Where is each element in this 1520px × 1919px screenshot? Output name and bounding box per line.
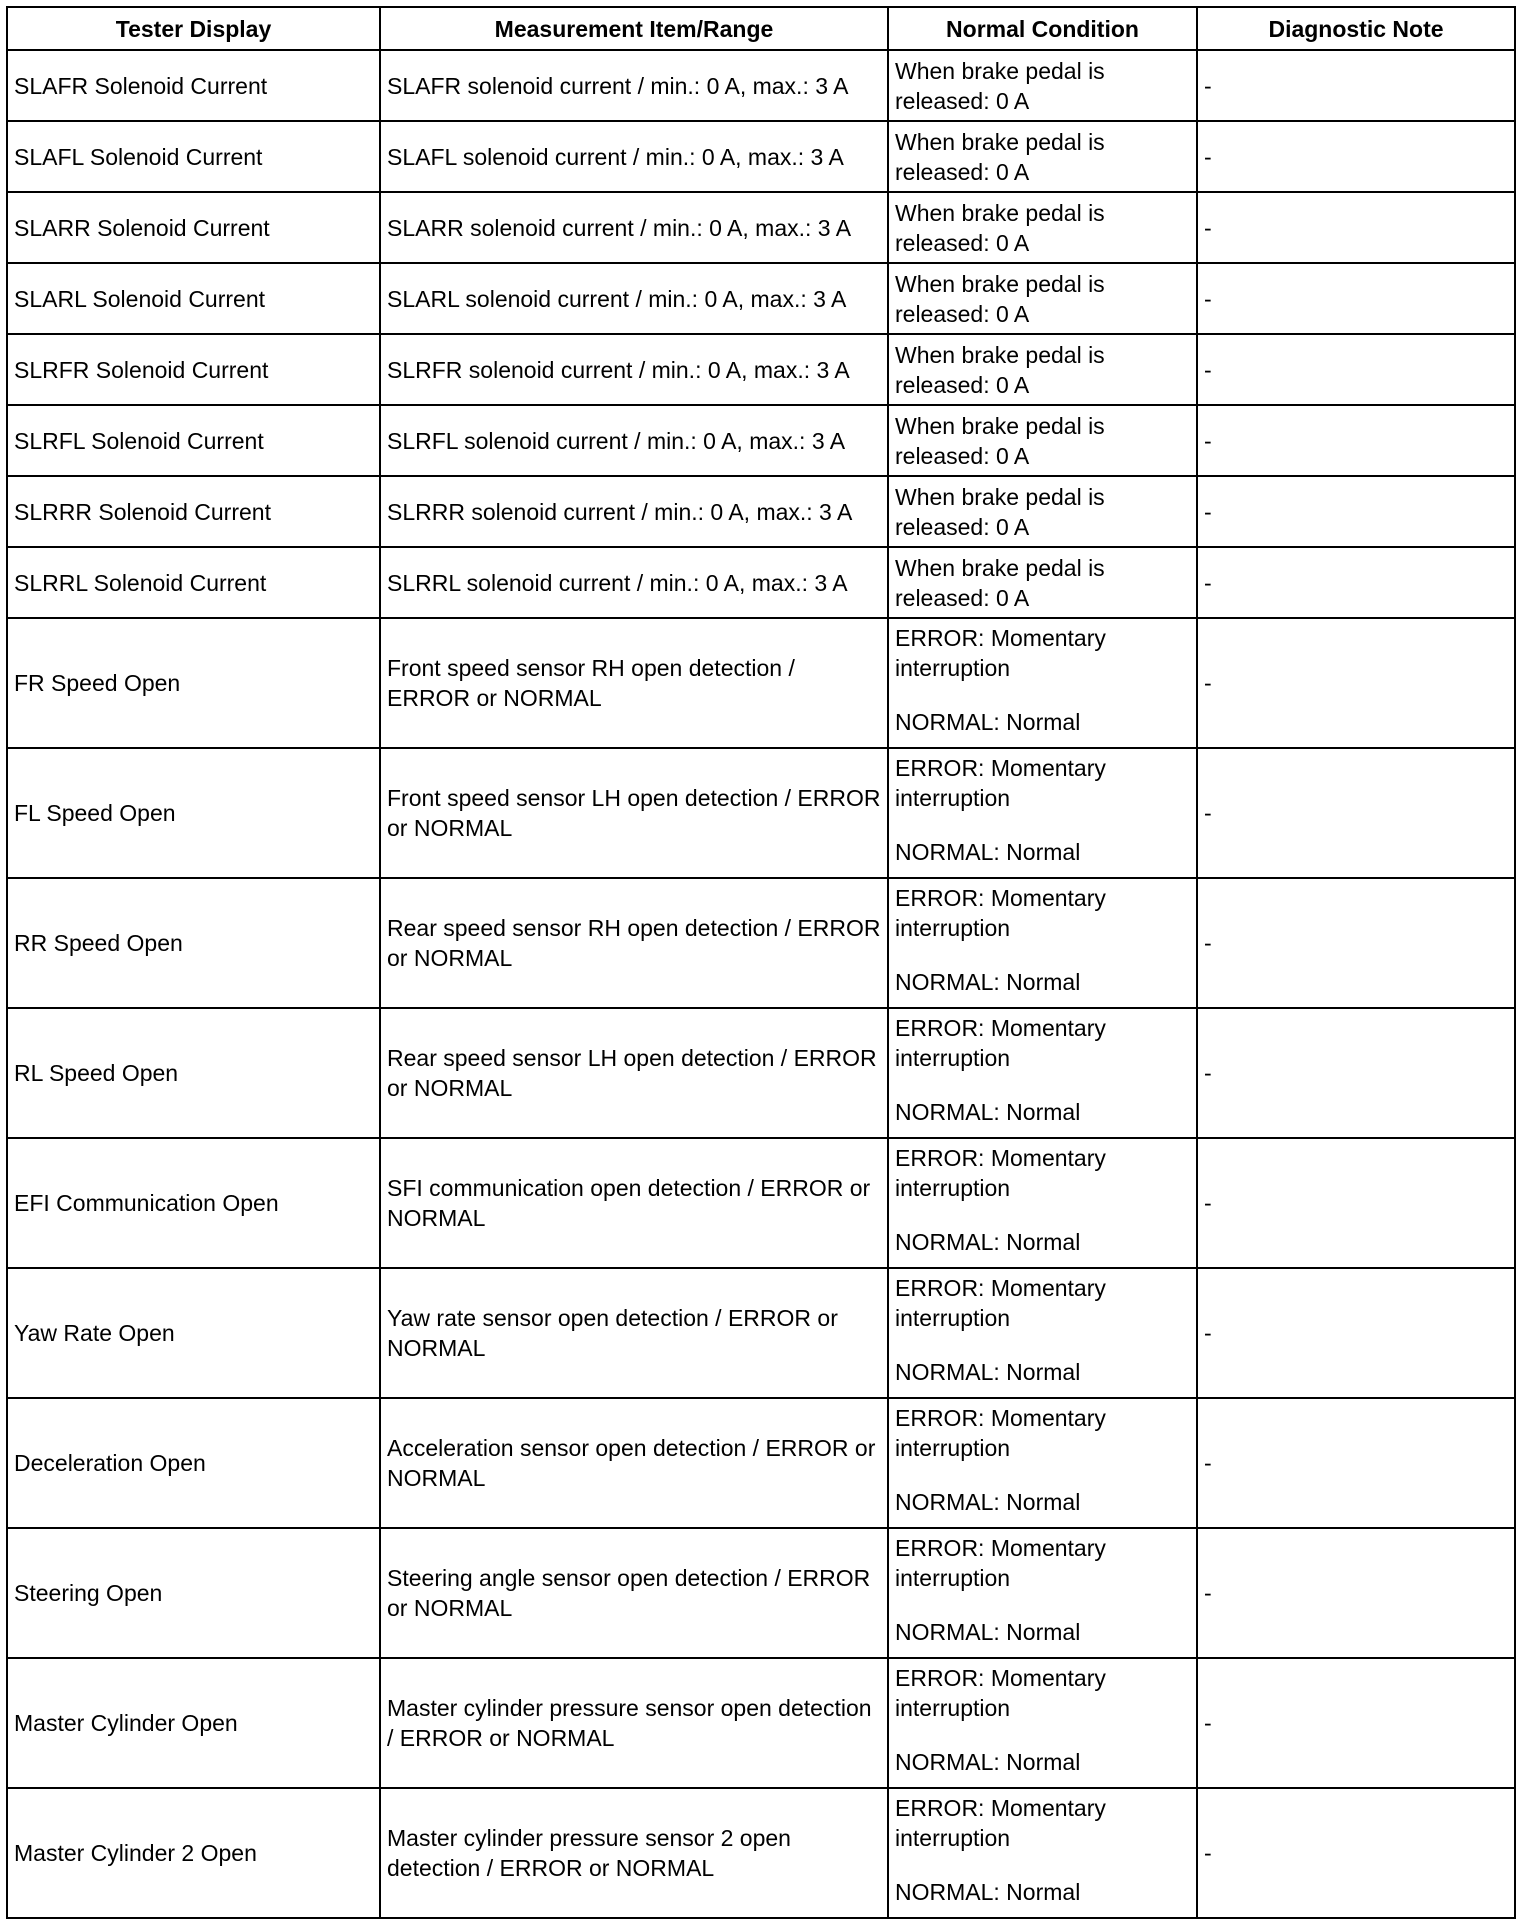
measurement-cell: Master cylinder pressure sensor 2 open detection / ERROR or NORMAL	[380, 1788, 888, 1918]
diagnostic-note-cell: -	[1197, 1138, 1515, 1268]
condition-normal-text: NORMAL: Normal	[895, 1749, 1081, 1775]
measurement-cell: SFI communication open detection / ERROR or NORMAL	[380, 1138, 888, 1268]
table-row	[7, 121, 1515, 192]
condition-error-text: ERROR: Momentary interruption	[895, 1405, 1106, 1461]
normal-condition-cell	[888, 1658, 1197, 1788]
normal-condition-cell	[888, 1138, 1197, 1268]
diagnostic-note-cell: -	[1197, 405, 1515, 476]
condition-error-text: ERROR: Momentary interruption	[895, 885, 1106, 941]
normal-condition-cell	[888, 1268, 1197, 1398]
diagnostic-note-cell: -	[1197, 878, 1515, 1008]
diagnostic-note-cell: -	[1197, 263, 1515, 334]
table-row	[7, 50, 1515, 121]
tester-display-cell: SLRRL Solenoid Current	[7, 547, 380, 618]
condition-error-text: ERROR: Momentary interruption	[895, 755, 1106, 811]
table-row	[7, 405, 1515, 476]
diagnostic-note-cell: -	[1197, 1008, 1515, 1138]
diagnostic-note-cell: -	[1197, 547, 1515, 618]
measurement-cell: SLARR solenoid current / min.: 0 A, max.: 3 A	[380, 192, 888, 263]
measurement-cell: Master cylinder pressure sensor open detection / ERROR or NORMAL	[380, 1658, 888, 1788]
condition-error-text: ERROR: Momentary interruption	[895, 625, 1106, 681]
tester-display-cell: SLRRR Solenoid Current	[7, 476, 380, 547]
tester-display-cell: Yaw Rate Open	[7, 1268, 380, 1398]
table-row	[7, 192, 1515, 263]
header-diagnostic-note: Diagnostic Note	[1197, 7, 1515, 50]
diagnostic-note-cell: -	[1197, 121, 1515, 192]
table-row	[7, 547, 1515, 618]
measurement-cell: SLARL solenoid current / min.: 0 A, max.: 3 A	[380, 263, 888, 334]
table-row	[7, 618, 1515, 748]
normal-condition-cell	[888, 618, 1197, 748]
table-row	[7, 1008, 1515, 1138]
tester-display-cell: SLRFR Solenoid Current	[7, 334, 380, 405]
diagnostic-note-cell: -	[1197, 1788, 1515, 1918]
normal-condition-cell: When brake pedal is released: 0 A	[888, 263, 1197, 334]
condition-error-text: ERROR: Momentary interruption	[895, 1535, 1106, 1591]
data-list-table	[6, 6, 1516, 1919]
tester-display-cell: Steering Open	[7, 1528, 380, 1658]
measurement-cell: SLRRL solenoid current / min.: 0 A, max.: 3 A	[380, 547, 888, 618]
measurement-cell: SLRFL solenoid current / min.: 0 A, max.: 3 A	[380, 405, 888, 476]
normal-condition-cell: When brake pedal is released: 0 A	[888, 547, 1197, 618]
table-row	[7, 1788, 1515, 1918]
condition-normal-text: NORMAL: Normal	[895, 1359, 1081, 1385]
measurement-cell: Front speed sensor RH open detection / ERROR or NORMAL	[380, 618, 888, 748]
normal-condition-cell	[888, 1008, 1197, 1138]
tester-display-cell: Deceleration Open	[7, 1398, 380, 1528]
measurement-cell: Rear speed sensor LH open detection / ERROR or NORMAL	[380, 1008, 888, 1138]
tester-display-cell: Master Cylinder 2 Open	[7, 1788, 380, 1918]
table-header-row	[7, 7, 1515, 50]
table-row	[7, 263, 1515, 334]
condition-error-text: ERROR: Momentary interruption	[895, 1145, 1106, 1201]
measurement-cell: Yaw rate sensor open detection / ERROR or NORMAL	[380, 1268, 888, 1398]
condition-normal-text: NORMAL: Normal	[895, 1619, 1081, 1645]
diagnostic-note-cell: -	[1197, 748, 1515, 878]
measurement-cell: SLAFL solenoid current / min.: 0 A, max.: 3 A	[380, 121, 888, 192]
condition-error-text: ERROR: Momentary interruption	[895, 1795, 1106, 1851]
diagnostic-note-cell: -	[1197, 1528, 1515, 1658]
condition-error-text: ERROR: Momentary interruption	[895, 1015, 1106, 1071]
measurement-cell: Acceleration sensor open detection / ERROR or NORMAL	[380, 1398, 888, 1528]
condition-error-text: ERROR: Momentary interruption	[895, 1665, 1106, 1721]
tester-display-cell: FR Speed Open	[7, 618, 380, 748]
table-row	[7, 748, 1515, 878]
header-normal-condition: Normal Condition	[888, 7, 1197, 50]
data-list-table-container	[6, 6, 1514, 1919]
condition-normal-text: NORMAL: Normal	[895, 709, 1081, 735]
diagnostic-note-cell: -	[1197, 618, 1515, 748]
tester-display-cell: RL Speed Open	[7, 1008, 380, 1138]
condition-normal-text: NORMAL: Normal	[895, 1229, 1081, 1255]
condition-error-text: ERROR: Momentary interruption	[895, 1275, 1106, 1331]
diagnostic-note-cell: -	[1197, 476, 1515, 547]
measurement-cell: Rear speed sensor RH open detection / ERROR or NORMAL	[380, 878, 888, 1008]
normal-condition-cell: When brake pedal is released: 0 A	[888, 121, 1197, 192]
tester-display-cell: Master Cylinder Open	[7, 1658, 380, 1788]
diagnostic-note-cell: -	[1197, 1398, 1515, 1528]
header-tester-display: Tester Display	[7, 7, 380, 50]
tester-display-cell: EFI Communication Open	[7, 1138, 380, 1268]
normal-condition-cell: When brake pedal is released: 0 A	[888, 50, 1197, 121]
normal-condition-cell	[888, 1788, 1197, 1918]
tester-display-cell: SLARR Solenoid Current	[7, 192, 380, 263]
normal-condition-cell	[888, 748, 1197, 878]
measurement-cell: SLRRR solenoid current / min.: 0 A, max.: 3 A	[380, 476, 888, 547]
tester-display-cell: FL Speed Open	[7, 748, 380, 878]
measurement-cell: SLRFR solenoid current / min.: 0 A, max.: 3 A	[380, 334, 888, 405]
tester-display-cell: RR Speed Open	[7, 878, 380, 1008]
condition-normal-text: NORMAL: Normal	[895, 839, 1081, 865]
diagnostic-note-cell: -	[1197, 1268, 1515, 1398]
table-row	[7, 1268, 1515, 1398]
measurement-cell: SLAFR solenoid current / min.: 0 A, max.: 3 A	[380, 50, 888, 121]
condition-normal-text: NORMAL: Normal	[895, 1879, 1081, 1905]
tester-display-cell: SLRFL Solenoid Current	[7, 405, 380, 476]
table-row	[7, 878, 1515, 1008]
diagnostic-note-cell: -	[1197, 1658, 1515, 1788]
tester-display-cell: SLAFL Solenoid Current	[7, 121, 380, 192]
header-measurement-item-range: Measurement Item/Range	[380, 7, 888, 50]
tester-display-cell: SLAFR Solenoid Current	[7, 50, 380, 121]
table-row	[7, 334, 1515, 405]
table-row	[7, 1138, 1515, 1268]
tester-display-cell: SLARL Solenoid Current	[7, 263, 380, 334]
table-row	[7, 1528, 1515, 1658]
diagnostic-note-cell: -	[1197, 334, 1515, 405]
normal-condition-cell: When brake pedal is released: 0 A	[888, 405, 1197, 476]
condition-normal-text: NORMAL: Normal	[895, 1489, 1081, 1515]
condition-normal-text: NORMAL: Normal	[895, 969, 1081, 995]
normal-condition-cell: When brake pedal is released: 0 A	[888, 192, 1197, 263]
table-row	[7, 1658, 1515, 1788]
normal-condition-cell	[888, 1528, 1197, 1658]
normal-condition-cell: When brake pedal is released: 0 A	[888, 476, 1197, 547]
table-row	[7, 1398, 1515, 1528]
table-row	[7, 476, 1515, 547]
measurement-cell: Steering angle sensor open detection / ERROR or NORMAL	[380, 1528, 888, 1658]
normal-condition-cell: When brake pedal is released: 0 A	[888, 334, 1197, 405]
diagnostic-note-cell: -	[1197, 192, 1515, 263]
normal-condition-cell	[888, 878, 1197, 1008]
diagnostic-note-cell: -	[1197, 50, 1515, 121]
condition-normal-text: NORMAL: Normal	[895, 1099, 1081, 1125]
normal-condition-cell	[888, 1398, 1197, 1528]
measurement-cell: Front speed sensor LH open detection / ERROR or NORMAL	[380, 748, 888, 878]
